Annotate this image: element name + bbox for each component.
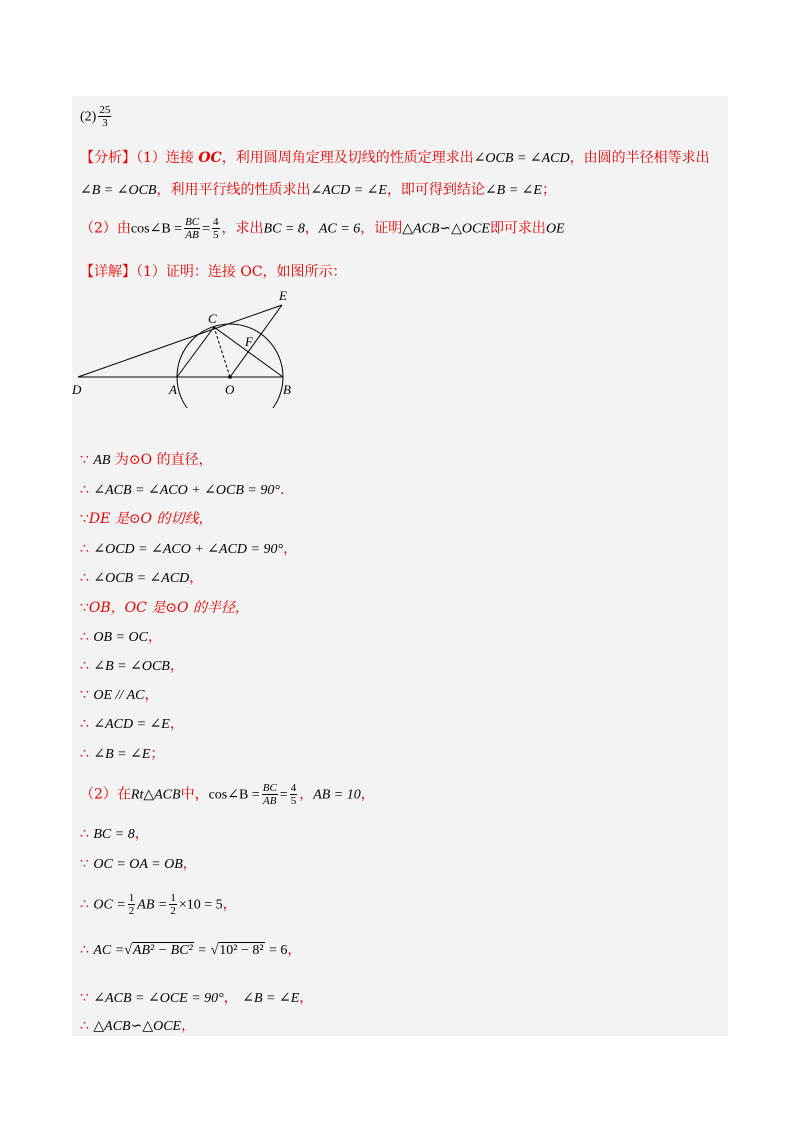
- detail-tag: 【详解】: [80, 264, 136, 280]
- label-o: O: [225, 382, 235, 397]
- center-point: [228, 375, 232, 379]
- step-15: ∴ AC =√AB² − BC² = √10² − 8² = 6，: [80, 942, 302, 958]
- step-10: ∴ ∠ACD = ∠E，: [80, 716, 184, 732]
- step-12: ∴ BC = 8，: [80, 826, 149, 842]
- part2-given: （2）在Rt△ACB中，cos∠B = $\frac{BC}{AB}$ = $\frac{4}{5}$ ，AB = 10，: [80, 782, 375, 807]
- step-17: ∴ △ACB∽△OCE，: [80, 1018, 196, 1034]
- step-13: ∵ OC = OA = OB，: [80, 856, 197, 872]
- step-1: ∵ AB 为⊙O 的直径，: [80, 452, 213, 468]
- label-f: F: [245, 334, 253, 349]
- step-9: ∵ OE // AC，: [80, 687, 159, 703]
- step-7: ∴ OB = OC，: [80, 629, 162, 645]
- analysis-line-1: 【分析】（1）连接 OC，利用圆周角定理及切线的性质定理求出∠OCB = ∠ACD，由圆的半径相等求出: [80, 150, 710, 166]
- answer-fraction: $\frac{25}{3}$: [99, 104, 111, 129]
- part2-label: (2): [80, 109, 97, 125]
- label-e: E: [279, 288, 287, 303]
- step-3: ∵DE 是⊙O 的切线，: [80, 511, 213, 527]
- step-14: ∴ OC = $\frac{1}{2}$ AB = $\frac{1}{2}$ ×10 = 5，: [80, 892, 237, 917]
- step-11: ∴ ∠B = ∠E；: [80, 746, 165, 762]
- analysis-line-2: ∠B = ∠OCB，利用平行线的性质求出∠ACD = ∠E，即可得到结论∠B = ∠E；: [80, 182, 556, 198]
- detail-intro: 【详解】（1）证明：连接 OC，如图所示：: [80, 264, 347, 280]
- part2-answer-line: [80, 104, 113, 129]
- analysis-line-3: （2）由cos∠B = $\frac{BC}{AB}$ = $\frac{4}{5}$ ，求出BC = 8，AC = 6，证明△ACB∽△OCE即可求出OE: [80, 216, 565, 241]
- label-c: C: [208, 311, 217, 326]
- step-16: ∵ ∠ACB = ∠OCE = 90°， ∠B = ∠E，: [80, 990, 314, 1006]
- step-5: ∴ ∠OCB = ∠ACD，: [80, 570, 204, 586]
- segment-oe: [230, 305, 282, 377]
- step-6: ∵OB，OC 是⊙O 的半径，: [80, 600, 249, 616]
- analysis-tag: 【分析】: [80, 150, 136, 166]
- label-b: B: [283, 382, 291, 397]
- step-4: ∴ ∠OCD = ∠ACO + ∠ACD = 90°，: [80, 541, 298, 557]
- segment-ac: [177, 327, 214, 377]
- segment-oc-dashed: [214, 327, 230, 377]
- step-2: ∴ ∠ACB = ∠ACO + ∠OCB = 90°.: [80, 482, 285, 498]
- step-8: ∴ ∠B = ∠OCB，: [80, 658, 184, 674]
- label-d: D: [72, 382, 82, 397]
- label-a: A: [169, 382, 177, 397]
- geometry-figure: [70, 284, 310, 408]
